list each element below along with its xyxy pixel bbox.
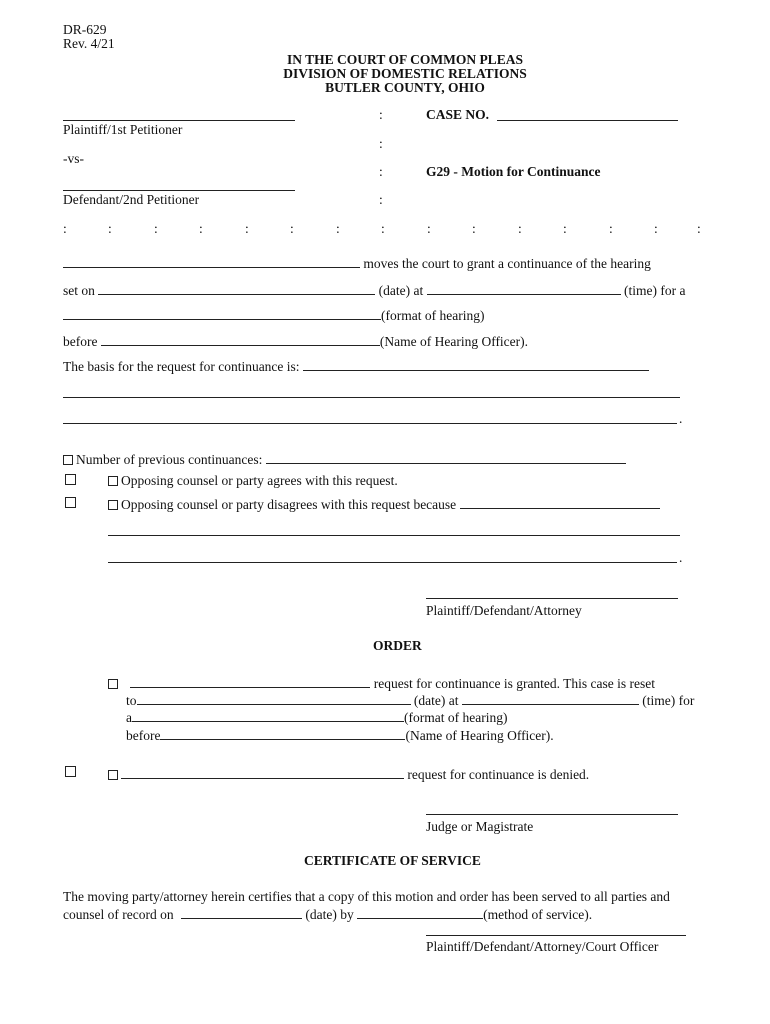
divider-colon: : bbox=[518, 221, 522, 236]
hearing-date-field[interactable] bbox=[98, 282, 375, 295]
divider-colon: : bbox=[199, 221, 203, 236]
moving-party-field[interactable] bbox=[63, 255, 360, 268]
case-number-field[interactable] bbox=[497, 120, 678, 121]
officer-signature-label: Plaintiff/Defendant/Attorney/Court Officer bbox=[426, 939, 659, 954]
reset-officer-label: (Name of Hearing Officer). bbox=[405, 728, 554, 743]
basis-field-line-3[interactable] bbox=[63, 423, 677, 424]
motion-line-2 bbox=[63, 282, 685, 299]
divider-colon: : bbox=[290, 221, 294, 236]
denied-party-field[interactable] bbox=[121, 766, 404, 779]
service-date-field[interactable] bbox=[181, 906, 302, 919]
divider-colon: : bbox=[697, 221, 701, 236]
previous-continuances-checkbox[interactable] bbox=[63, 455, 73, 465]
time-for-a-label: (time) for a bbox=[623, 283, 686, 298]
previous-continuances-label: Number of previous continuances: bbox=[76, 452, 263, 467]
moves-text: moves the court to grant a continuance of the hearing bbox=[363, 256, 651, 271]
granted-party-field[interactable] bbox=[130, 675, 370, 688]
signature-field[interactable] bbox=[426, 598, 678, 599]
granted-text: request for continuance is granted. This case is reset bbox=[373, 676, 656, 691]
form-title: G29 - Motion for Continuance bbox=[426, 164, 601, 179]
certificate-line-2 bbox=[63, 906, 592, 923]
order-officer-line bbox=[126, 727, 554, 744]
reset-a-label: a bbox=[126, 710, 132, 725]
service-date-by-label: (date) by bbox=[305, 907, 354, 922]
basis-field-line-2[interactable] bbox=[63, 397, 680, 398]
certificate-title: CERTIFICATE OF SERVICE bbox=[304, 853, 481, 868]
court-county: BUTLER COUNTY, OHIO bbox=[325, 80, 485, 95]
officer-signature-field[interactable] bbox=[426, 935, 686, 936]
motion-line-3 bbox=[63, 307, 484, 324]
denied-text: request for continuance is denied. bbox=[407, 767, 590, 782]
signature-label: Plaintiff/Defendant/Attorney bbox=[426, 603, 582, 618]
disagrees-reason-field[interactable] bbox=[460, 496, 660, 509]
basis-field[interactable] bbox=[303, 358, 649, 371]
reset-date-field[interactable] bbox=[137, 692, 411, 705]
defendant-label: Defendant/2nd Petitioner bbox=[63, 192, 200, 207]
plaintiff-name-field[interactable] bbox=[63, 120, 295, 121]
granted-checkbox[interactable] bbox=[108, 679, 118, 689]
divider-colon: : bbox=[63, 221, 67, 236]
before-label: before bbox=[63, 334, 98, 349]
service-method-label: (method of service). bbox=[483, 907, 593, 922]
disagrees-period: . bbox=[679, 550, 683, 565]
reset-time-field[interactable] bbox=[462, 692, 639, 705]
agrees-line bbox=[108, 473, 398, 489]
form-revision: Rev. 4/21 bbox=[63, 36, 115, 51]
caption-colon: : bbox=[379, 107, 383, 122]
denied-checkbox[interactable] bbox=[65, 766, 76, 777]
disagrees-reason-line-2[interactable] bbox=[108, 535, 680, 536]
service-method-field[interactable] bbox=[357, 906, 483, 919]
denied-inner-checkbox[interactable] bbox=[108, 770, 118, 780]
counsel-of-record-label: counsel of record on bbox=[63, 907, 174, 922]
order-reset-line bbox=[126, 692, 694, 709]
caption-colon: : bbox=[379, 136, 383, 151]
defendant-name-field[interactable] bbox=[63, 190, 295, 191]
plaintiff-label: Plaintiff/1st Petitioner bbox=[63, 122, 183, 137]
reset-format-label: (format of hearing) bbox=[404, 710, 508, 725]
basis-label: The basis for the request for continuance is: bbox=[63, 359, 300, 374]
hearing-officer-label: (Name of Hearing Officer). bbox=[379, 334, 529, 349]
divider-colon: : bbox=[245, 221, 249, 236]
case-number-label: CASE NO. bbox=[426, 107, 490, 122]
order-denied-line bbox=[108, 766, 589, 783]
agrees-label: Opposing counsel or party agrees with this request. bbox=[121, 473, 398, 488]
divider-colon: : bbox=[654, 221, 658, 236]
judge-signature-label: Judge or Magistrate bbox=[426, 819, 534, 834]
basis-period: . bbox=[679, 411, 683, 426]
reset-to-label: to bbox=[126, 693, 137, 708]
hearing-time-field[interactable] bbox=[427, 282, 621, 295]
reset-before-label: before bbox=[126, 728, 161, 743]
order-format-line bbox=[126, 709, 507, 726]
divider-colon: : bbox=[563, 221, 567, 236]
basis-line bbox=[63, 358, 649, 375]
previous-continuances-line bbox=[63, 451, 626, 468]
hearing-officer-field[interactable] bbox=[101, 333, 380, 346]
previous-continuances-field[interactable] bbox=[266, 451, 626, 464]
reset-officer-field[interactable] bbox=[160, 727, 405, 740]
form-number: DR-629 bbox=[63, 22, 107, 37]
motion-line-4 bbox=[63, 333, 528, 350]
caption-colon: : bbox=[379, 192, 383, 207]
reset-time-for-label: (time) for bbox=[642, 693, 695, 708]
motion-line-1 bbox=[63, 255, 651, 272]
divider-colon: : bbox=[381, 221, 385, 236]
judge-signature-field[interactable] bbox=[426, 814, 678, 815]
order-granted-line bbox=[108, 675, 655, 692]
court-name: IN THE COURT OF COMMON PLEAS bbox=[287, 52, 523, 67]
divider-colon: : bbox=[609, 221, 613, 236]
set-on-label: set on bbox=[63, 283, 95, 298]
vs-label: -vs- bbox=[63, 151, 84, 166]
divider-colon: : bbox=[154, 221, 158, 236]
hearing-format-field[interactable] bbox=[63, 307, 381, 320]
reset-date-at-label: (date) at bbox=[413, 693, 459, 708]
certificate-line-1: The moving party/attorney herein certifies that a copy of this motion and order has been served to all parties and bbox=[63, 889, 670, 904]
agrees-inner-checkbox[interactable] bbox=[108, 476, 118, 486]
disagrees-line bbox=[108, 496, 660, 513]
format-of-hearing-label: (format of hearing) bbox=[381, 308, 485, 323]
disagrees-reason-line-3[interactable] bbox=[108, 562, 677, 563]
reset-format-field[interactable] bbox=[132, 709, 404, 722]
divider-colon: : bbox=[427, 221, 431, 236]
court-division: DIVISION OF DOMESTIC RELATIONS bbox=[283, 66, 527, 81]
caption-colon: : bbox=[379, 164, 383, 179]
agrees-checkbox[interactable] bbox=[65, 474, 76, 485]
divider-colon: : bbox=[472, 221, 476, 236]
divider-colon: : bbox=[336, 221, 340, 236]
disagrees-label: Opposing counsel or party disagrees with this request because bbox=[121, 497, 457, 512]
disagrees-checkbox[interactable] bbox=[65, 497, 76, 508]
date-at-label: (date) at bbox=[378, 283, 424, 298]
disagrees-inner-checkbox[interactable] bbox=[108, 500, 118, 510]
order-title: ORDER bbox=[373, 638, 422, 653]
divider-colon: : bbox=[108, 221, 112, 236]
